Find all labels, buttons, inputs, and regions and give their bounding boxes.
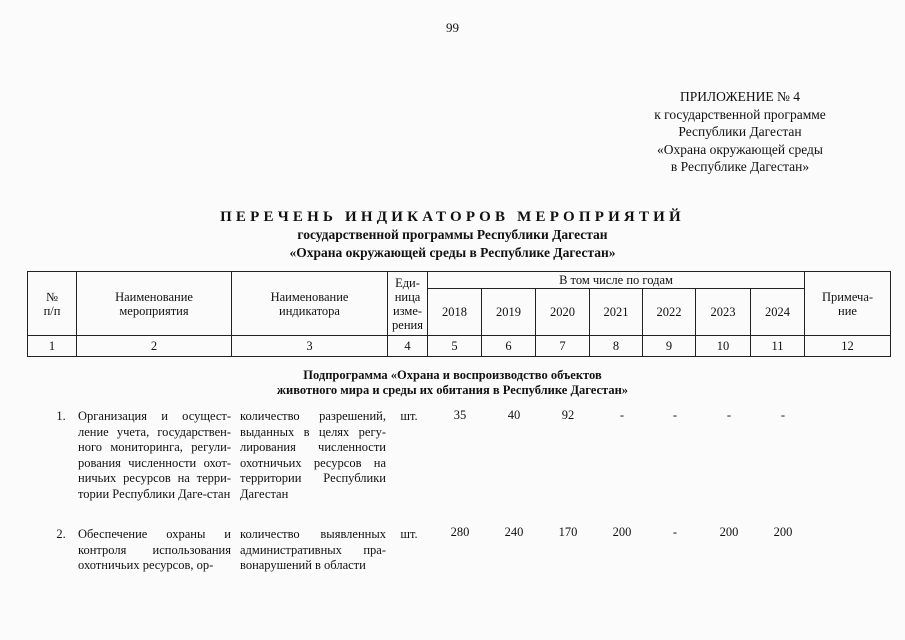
document-title	[0, 209, 905, 262]
subprogram-heading	[0, 368, 905, 398]
indicator-name: количество разрешений, выданных в целях регу-лирования численности охотничьих ресурсов на территории Республики Дагестан	[240, 409, 386, 501]
appendix-line: к государственной программе	[654, 106, 826, 122]
header-measure: Наименование мероприятия	[77, 272, 232, 336]
header-year: 2023	[696, 289, 751, 336]
value-2024: 200	[773, 525, 793, 539]
appendix-line: Республики Дагестан	[678, 124, 802, 139]
header-num: № п/п	[28, 272, 77, 336]
value-2020: 170	[558, 525, 578, 539]
header-note: Примеча- ние	[805, 272, 891, 336]
column-number: 10	[696, 336, 751, 357]
row-number: 1.	[56, 409, 66, 423]
unit: шт.	[400, 527, 418, 541]
column-number: 9	[643, 336, 696, 357]
header-year: 2024	[751, 289, 805, 336]
unit: шт.	[400, 409, 418, 423]
column-number: 2	[77, 336, 232, 357]
header-year: 2019	[482, 289, 536, 336]
page-number: 99	[446, 20, 459, 35]
column-number: 3	[232, 336, 388, 357]
appendix-line: ПРИЛОЖЕНИЕ № 4	[679, 89, 801, 104]
column-number: 1	[28, 336, 77, 357]
value-2021: -	[619, 408, 625, 422]
value-2024: -	[780, 408, 786, 422]
title-line: ПЕРЕЧЕНЬ ИНДИКАТОРОВ МЕРОПРИЯТИЙ	[220, 209, 685, 225]
header-indicator: Наименование индикатора	[232, 272, 388, 336]
appendix-line: «Охрана окружающей среды	[657, 141, 823, 157]
value-2018: 280	[450, 525, 470, 539]
header-year: 2018	[428, 289, 482, 336]
column-number: 4	[388, 336, 428, 357]
column-number: 7	[536, 336, 590, 357]
value-2023: 200	[719, 525, 739, 539]
row-number: 2.	[56, 527, 66, 541]
column-number: 12	[805, 336, 891, 357]
value-2018: 35	[453, 408, 467, 422]
measure-name: Организация и осущест-ление учета, государствен-ного мониторинга, регули-рования численности охот-ничьих ресурсов на терри-тории Республики Даге-стан	[78, 409, 231, 501]
column-number: 8	[590, 336, 643, 357]
subprogram-line: Подпрограмма «Охрана и воспроизводство объектов	[303, 368, 602, 382]
appendix-heading	[590, 88, 890, 176]
column-number: 6	[482, 336, 536, 357]
column-number: 11	[751, 336, 805, 357]
measure-name: Обеспечение охраны и контроля использования охотничьих ресурсов, ор-	[78, 527, 231, 573]
column-number: 5	[428, 336, 482, 357]
value-2021: 200	[612, 525, 632, 539]
appendix-line: в Республике Дагестан»	[670, 159, 810, 174]
subprogram-line: животного мира и среды их обитания в Республике Дагестан»	[276, 383, 629, 397]
value-2019: 240	[504, 525, 524, 539]
title-line: государственной программы Республики Дагестан	[297, 227, 608, 242]
value-2022: -	[672, 408, 678, 422]
value-2023: -	[726, 408, 732, 422]
header-years-group: В том числе по годам	[428, 272, 805, 289]
title-line: «Охрана окружающей среды в Республике Дагестан»	[289, 245, 616, 260]
header-year: 2022	[643, 289, 696, 336]
value-2020: 92	[561, 408, 575, 422]
header-year: 2020	[536, 289, 590, 336]
indicator-name: количество выявленных административных пра-вонарушений в области	[240, 527, 386, 573]
header-year: 2021	[590, 289, 643, 336]
header-unit: Еди- ница изме- рения	[388, 272, 428, 336]
value-2022: -	[672, 525, 678, 539]
value-2019: 40	[507, 408, 521, 422]
indicator-table-header	[27, 271, 891, 357]
